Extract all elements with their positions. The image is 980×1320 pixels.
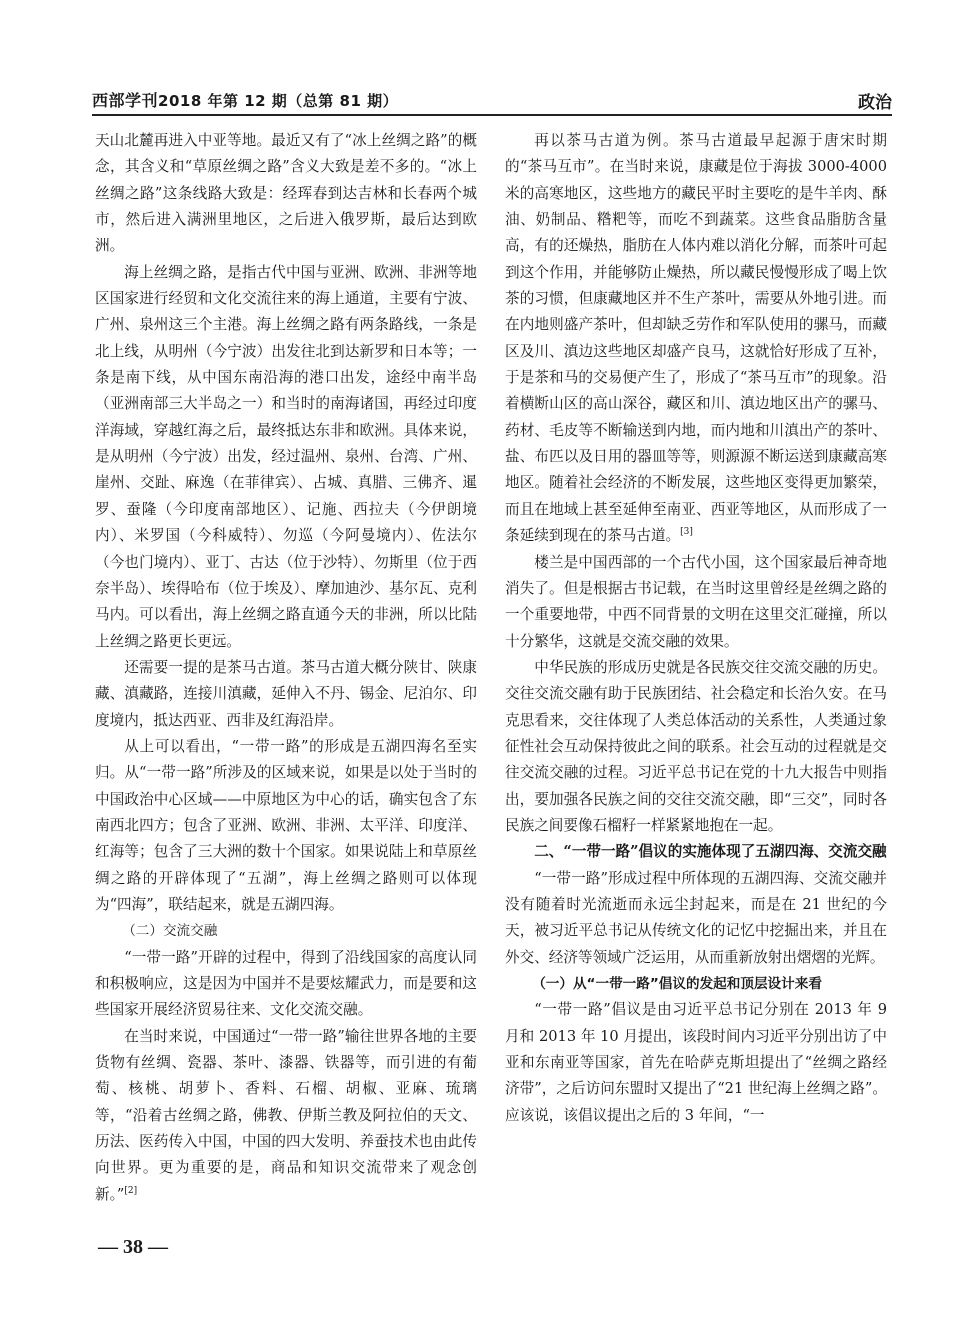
- paragraph: [505, 128, 887, 550]
- paragraph: [95, 1024, 477, 1208]
- paragraph: 中华民族的形成历史就是各民族交往交流交融的历史。交往交流交融有助于民族团结、社会稳定和长治久安。在马克思看来，交往体现了人类总体活动的关系性，人类通过象征性社会互动保持彼此之间的联系。社会互动的过程就是交往交流交融的过程。习近平总书记在党的十九大报告中则指出，要加强各民族之间的交往交流交融，即“三交”，同时各民族之间要像石榴籽一样紧紧地抱在一起。: [505, 658, 887, 834]
- paragraph: 天山北麓再进入中亚等地。最近又有了“冰上丝绸之路”的概念，其含义和“草原丝绸之路”含义大致是差不多的。“冰上丝绸之路”这条线路大致是：经珲春到达吉林和长春两个城市，然后进入满洲里地区，之后进入俄罗斯，最后达到欧洲。: [95, 132, 477, 255]
- paragraph: 海上丝绸之路，是指古代中国与亚洲、欧洲、非洲等地区国家进行经贸和文化交流往来的海上通道，主要有宁波、广州、泉州这三个主港。海上丝绸之路有两条路线，一条是北上线，从明州（今宁波）出发往北到达新罗和日本等；一条是南下线，从中国东南沿海的港口出发，途经中南半岛（亚洲南部三大半岛之一）和当时的南海诸国，再经过印度洋海域，穿越红海之后，最终抵达东非和欧洲。具体来说，是从明州（今宁波）出发，经过温州、泉州、台湾、广州、崖州、交趾、麻逸（在菲律宾）、占城、真腊、三佛齐、暹罗、蚕隆（今印度南部地区）、记施、西拉夫（今伊朗境内）、米罗国（今科威特）、勿巡（今阿曼境内）、佐法尔（今也门境内）、亚丁、古达（位于沙特）、勿斯里（位于西奈半岛）、埃得哈布（位于埃及）、摩加迪沙、基尔瓦、克利马内。可以看出，海上丝绸之路直通今天的非洲，所以比陆上丝绸之路更长更远。: [95, 263, 477, 650]
- paragraph: “一带一路”开辟的过程中，得到了沿线国家的高度认同和积极响应，这是因为中国并不是要炫耀武力，而是要和这些国家开展经济贸易往来、文化交流交融。: [95, 948, 477, 1019]
- section-heading: 二、“一带一路”倡议的实施体现了五湖四海、交流交融: [534, 843, 887, 861]
- paragraph: 还需要一提的是茶马古道。茶马古道大概分陕甘、陕康藏、滇藏路，连接川滇藏，延伸入不丹、锡金、尼泊尔、印度境内，抵达西亚、西非及红海沿岸。: [95, 658, 477, 729]
- citation-ref: [3]: [680, 527, 693, 538]
- paragraph-text: 在当时来说，中国通过“一带一路”输往世界各地的主要货物有丝绸、瓷器、茶叶、漆器、铁器等，而引进的有葡萄、核桃、胡萝卜、香料、石榴、胡椒、亚麻、琉璃等，“沿着古丝绸之路，佛教、伊斯兰教及阿拉伯的天文、历法、医药传入中国，中国的四大发明、养蚕技术也由此传向世界。更为重要的是，商品和知识交流带来了观念创新。”: [95, 1027, 477, 1203]
- page-number: — 38 —: [98, 1236, 168, 1258]
- paragraph: 楼兰是中国西部的一个古代小国，这个国家最后神奇地消失了。但是根据古书记载，在当时这里曾经是丝绸之路的一个重要地带，中西不同背景的文明在这里交汇碰撞，所以十分繁华，这就是交流交融的效果。: [505, 553, 887, 650]
- citation-ref: [2]: [124, 1185, 138, 1196]
- journal-title: [92, 88, 398, 111]
- paragraph: “一带一路”形成过程中所体现的五湖四海、交流交融并没有随着时光流逝而永远尘封起来，而是在 21 世纪的今天，被习近平总书记从传统文化的记忆中挖掘出来，并且在外交、经济等领域广泛运用，从而重新放射出熠熠的光辉。: [505, 869, 887, 966]
- subsection-heading: （一）从“一带一路”倡议的发起和顶层设计来看: [532, 976, 822, 992]
- running-header: [92, 86, 892, 114]
- issue-info: 2018 年第 12 期（总第 81 期）: [158, 92, 399, 110]
- left-column: [95, 128, 477, 1208]
- right-column: [505, 128, 887, 1129]
- section-label: 政治: [858, 93, 892, 113]
- paragraph: “一带一路”倡议是由习近平总书记分别在 2013 年 9 月和 2013 年 10 月提出，该段时间内习近平分别出访了中亚和东南亚等国家，首先在哈萨克斯坦提出了“丝绸之路经济带”，之后访问东盟时又提出了“21 世纪海上丝绸之路”。应该说，该倡议提出之后的 3 年间，“一: [505, 1001, 887, 1124]
- header-rule: [92, 114, 892, 116]
- paragraph-text: 再以茶马古道为例。茶马古道最早起源于唐宋时期的“茶马互市”。在当时来说，康藏是位于海拔 3000-4000 米的高寒地区，这些地方的藏民平时主要吃的是牛羊肉、酥油、奶制品、糌粑等，而吃不到蔬菜。这些食品脂肪含量高，有的还燥热，脂肪在人体内难以消化分解，而茶叶可起到这个作用，并能够防止燥热，所以藏民慢慢形成了喝上饮茶的习惯，但康藏地区并不生产茶叶，需要从外地引进。而在内地则盛产茶叶，但却缺乏劳作和军队使用的骡马，而藏区及川、滇边这些地区却盛产良马，这就恰好形成了互补，于是茶和马的交易便产生了，形成了“茶马互市”的现象。沿着横断山区的高山深谷，藏区和川、滇边地区出产的骡马、药材、毛皮等不断输送到内地，而内地和川滇出产的茶叶、盐、布匹以及日用的器皿等等，则源源不断运送到康藏高寒地区。随着社会经济的不断发展，这些地区变得更加繁荣，而且在地域上甚至延伸至南亚、西亚等地区，从而形成了一条延续到现在的茶马古道。: [505, 132, 887, 545]
- paragraph: 从上可以看出，“一带一路”的形成是五湖四海名至实归。从“一带一路”所涉及的区域来说，如果是以处于当时的中国政治中心区域——中原地区为中心的话，确实包含了东南西北四方；包含了亚洲、欧洲、非洲、太平洋、印度洋、红海等；包含了三大洲的数十个国家。如果说陆上和草原丝绸之路的开辟体现了“五湖”，海上丝绸之路则可以体现为“四海”，联结起来，就是五湖四海。: [95, 737, 477, 913]
- subsection-heading: （二）交流交融: [122, 923, 218, 940]
- journal-name: 西部学刊: [92, 91, 159, 110]
